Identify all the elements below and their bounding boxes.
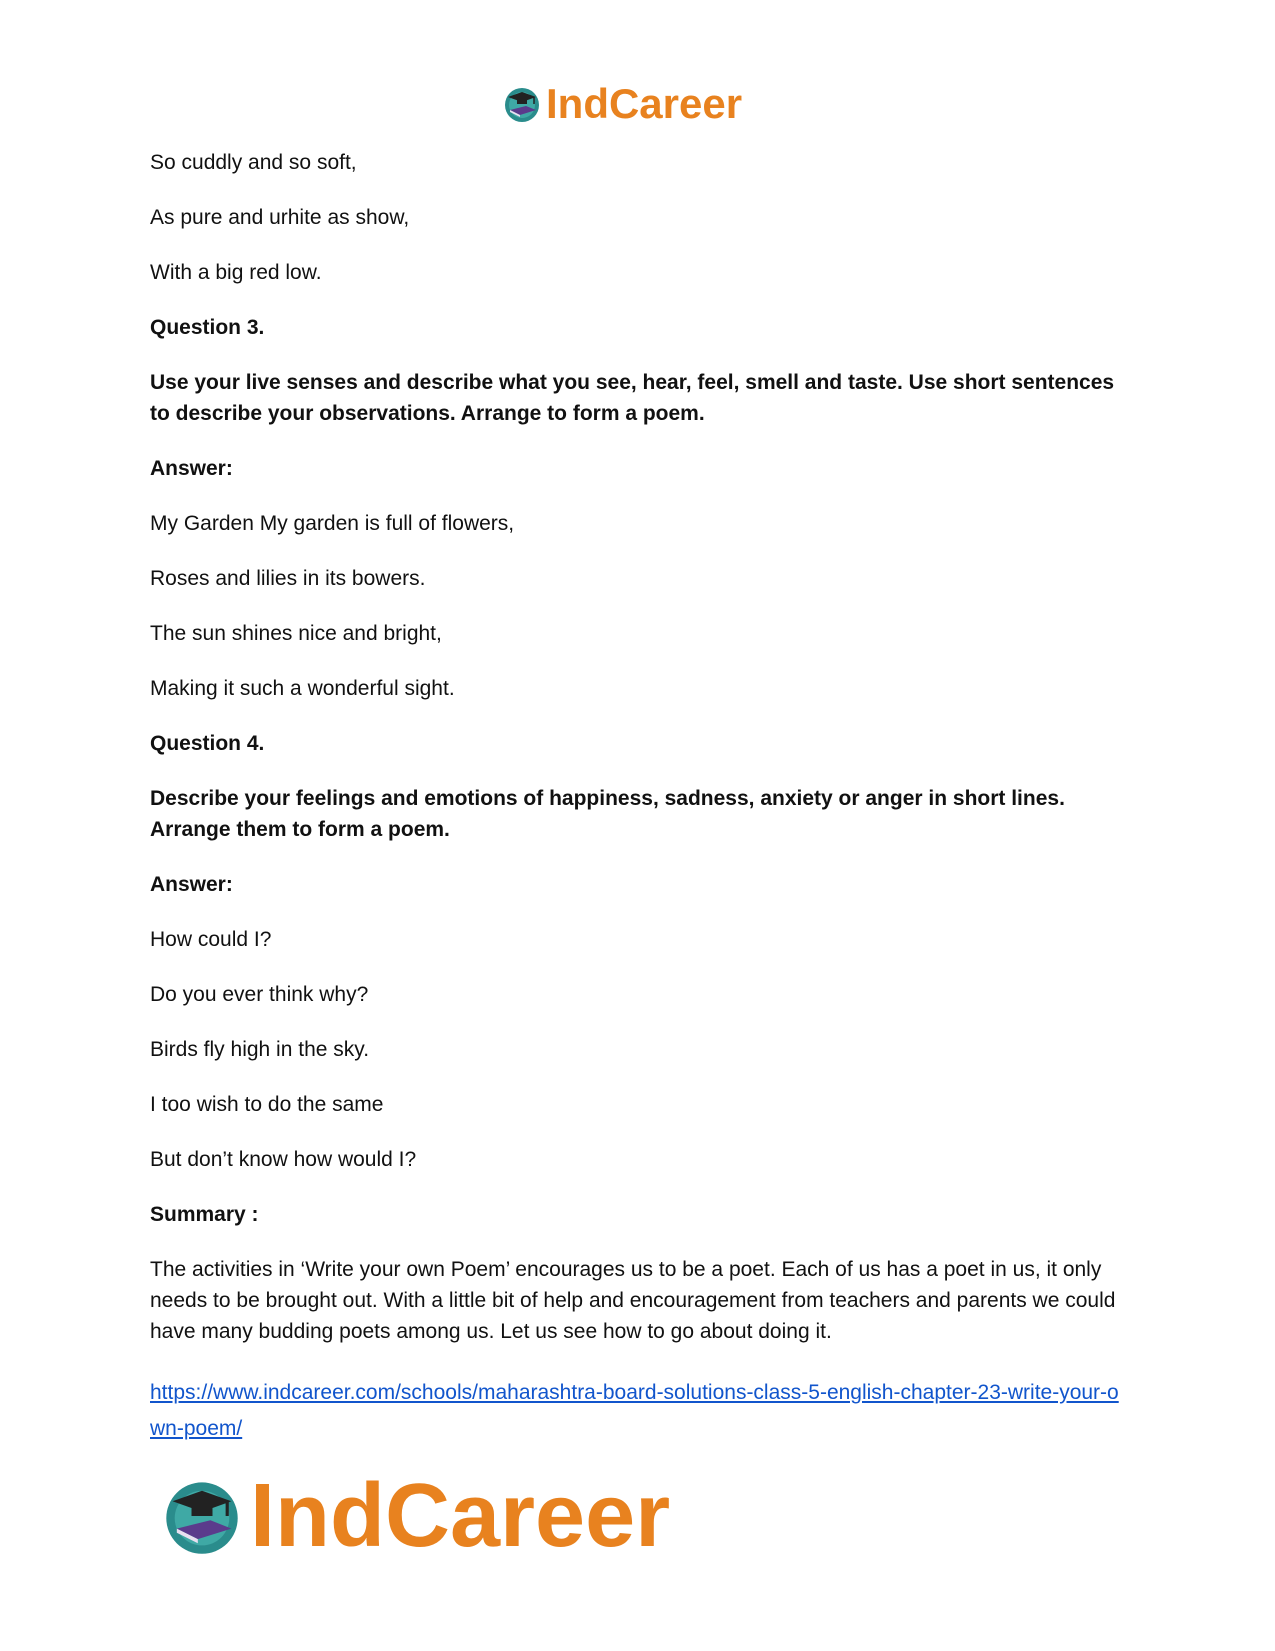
summary-paragraph: The activities in ‘Write your own Poem’ encourages us to be a poet. Each of us has a poet in us, it only needs to be brought out. With a little bit of help and encouragement from teachers and parents we could have many budding poets among us. Let us see how to go about doing it. xyxy=(150,1258,1116,1343)
text-line: How could I? xyxy=(150,928,272,951)
text-line: My Garden My garden is full of flowers, xyxy=(150,512,515,535)
graduation-cap-book-icon xyxy=(160,1474,244,1558)
text-line: The sun shines nice and bright, xyxy=(150,622,442,645)
text-line: Do you ever think why? xyxy=(150,983,369,1006)
bold-text-line: Describe your feelings and emotions of happiness, sadness, anxiety or anger in short lines. Arrange them to form a poem. xyxy=(150,787,1065,841)
bold-text-line: Use your live senses and describe what you see, hear, feel, smell and taste. Use short sentences to describe your observations. Arrange to form a poem. xyxy=(150,371,1115,425)
text-line: Roses and lilies in its bowers. xyxy=(150,567,426,590)
bold-text-line: Summary : xyxy=(150,1203,259,1226)
bold-text-line: Question 4. xyxy=(150,732,265,755)
graduation-cap-book-icon xyxy=(502,84,542,124)
bold-text-line: Answer: xyxy=(150,873,233,896)
footer-logo xyxy=(160,1466,670,1566)
text-line: Making it such a wonderful sight. xyxy=(150,677,455,700)
bold-text-line: Question 3. xyxy=(150,316,265,339)
text-line: But don’t know how would I? xyxy=(150,1148,417,1171)
text-line: So cuddly and so soft, xyxy=(150,151,357,174)
header-logo xyxy=(502,80,742,128)
logo-wordmark: IndCareer xyxy=(546,80,743,127)
text-line: With a big red low. xyxy=(150,261,322,284)
logo-wordmark: IndCareer xyxy=(250,1465,671,1566)
text-line: Birds fly high in the sky. xyxy=(150,1038,370,1061)
document-body xyxy=(150,147,1130,1447)
text-line: I too wish to do the same xyxy=(150,1093,384,1116)
source-link[interactable]: https://www.indcareer.com/schools/maharashtra-board-solutions-class-5-english-chapter-23-write-your-own-poem/ xyxy=(150,1381,1119,1440)
bold-text-line: Answer: xyxy=(150,457,233,480)
text-line: As pure and urhite as show, xyxy=(150,206,410,229)
